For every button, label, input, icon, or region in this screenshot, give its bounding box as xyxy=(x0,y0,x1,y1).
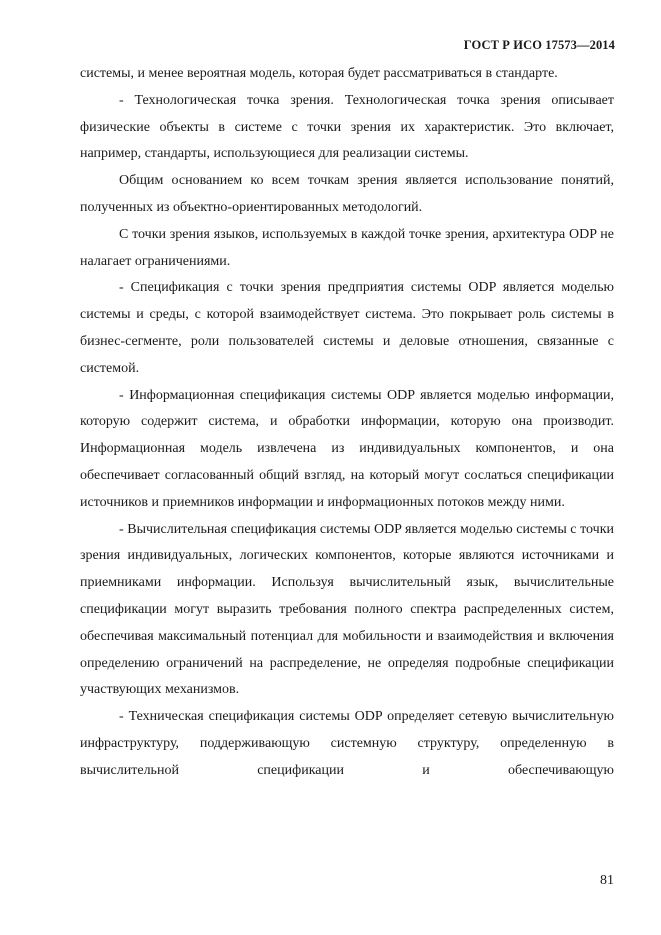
page-number: 81 xyxy=(600,873,614,888)
paragraph-technology-viewpoint: - Технологическая точка зрения. Технологическая точка зрения описывает физические объекты в системе с точки зрения их характеристик. Это включает, например, стандарты, использующиеся для реализации системы. xyxy=(80,92,614,162)
paragraph-enterprise-spec: - Спецификация с точки зрения предприятия системы ODP является моделью системы и среды, с которой взаимодействует система. Это покрывает роль системы в бизнес-сегменте, роли пользователей системы и деловые отношения, связанные с системой. xyxy=(80,280,614,376)
paragraph-languages: С точки зрения языков, используемых в каждой точке зрения, архитектура ODP не налагает ограничениями. xyxy=(80,226,614,269)
paragraph-common-basis: Общим основанием ко всем точкам зрения является использование понятий, полученных из объектно-ориентированных методологий. xyxy=(80,173,614,215)
paragraph-computational-spec: - Вычислительная спецификация системы ODP является моделью системы с точки зрения индивидуальных, логических компонентов, которые являются источниками и приемниками информации. Используя вычислительный язык, вычислительные спецификации могут выразить требования полного спектра распределенных систем, обеспечивая максимальный потенциал для мобильности и взаимодействия и включения определению ограничений на распределение, не определяя подробные спецификации участвующих механизмов. xyxy=(80,521,614,698)
paragraph-engineering-spec: - Техническая спецификация системы ODP определяет сетевую вычислительную инфраструктуру, поддерживающую системную структуру, определенную в вычислительной спецификации и обеспечивающую xyxy=(80,709,614,778)
paragraph-continuation: системы, и менее вероятная модель, которая будет рассматриваться в стандарте. xyxy=(80,66,558,81)
body-text xyxy=(80,61,614,785)
paragraph-information-spec: - Информационная спецификация системы ODP является моделью информации, которую содержит система, и обработки информации, которую она производит. Информационная модель извлечена из индивидуальных компонентов, и она обеспечивает согласованный общий взгляд, на который могут сослаться спецификации источников и приемников информации и информационных потоков между ними. xyxy=(80,387,614,510)
standard-header: ГОСТ Р ИСО 17573—2014 xyxy=(463,38,615,52)
